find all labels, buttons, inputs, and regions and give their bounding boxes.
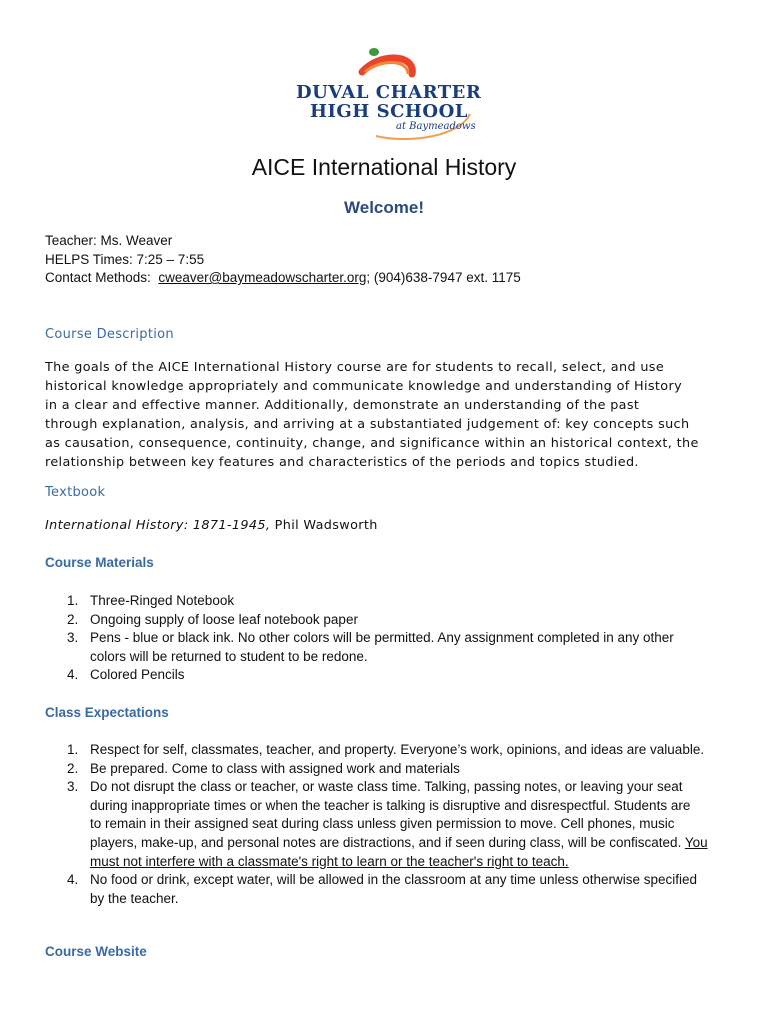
description-line: in a clear and effective manner. Additionally, demonstrate an understanding of the past — [45, 398, 640, 413]
description-line: The goals of the AICE International History course are for students to recall, select, and use — [45, 360, 665, 375]
contact-label: Contact Methods: — [45, 270, 151, 285]
course-website-heading: Course Website — [45, 944, 147, 959]
description-line: relationship between key features and characteristics of the periods and topics studied. — [45, 455, 639, 470]
textbook-title: International History: 1871-1945, — [45, 518, 271, 533]
page-title: AICE International History — [251, 154, 517, 180]
logo-line-2: HIGH SCHOOL — [310, 101, 468, 122]
logo-line-1: DUVAL CHARTER — [296, 82, 482, 103]
list-item: 4. Colored Pencils — [67, 667, 185, 683]
course-description-heading: Course Description — [45, 327, 174, 342]
welcome-heading: Welcome! — [344, 198, 424, 217]
course-materials-list — [45, 592, 745, 685]
underlined-rule: must not interfere with a classmate's right to learn or the teacher's right to teach. — [90, 853, 569, 869]
teacher-info — [45, 232, 521, 288]
class-expectations-heading: Class Expectations — [45, 705, 169, 720]
course-description-text — [45, 358, 735, 472]
list-item: 1. Respect for self, classmates, teacher, and property. Everyone’s work, opinions, and ideas are valuable. — [67, 742, 705, 757]
textbook-heading: Textbook — [45, 485, 106, 500]
description-line: as causation, consequence, continuity, change, and significance within an historical context, the — [45, 436, 699, 451]
helps-times-line: HELPS Times: 7:25 – 7:55 — [45, 251, 205, 267]
list-item: 2. Be prepared. Come to class with assigned work and materials — [67, 760, 460, 776]
email-link[interactable]: cweaver@baymeadowscharter.org — [158, 270, 367, 285]
teacher-line: Teacher: Ms. Weaver — [45, 233, 173, 248]
list-item: 4. No food or drink, except water, will be allowed in the classroom at any time unless otherwise specified by the teacher. — [67, 872, 698, 906]
underlined-rule: You — [684, 834, 708, 850]
list-item: 2. Ongoing supply of loose leaf notebook paper — [67, 611, 358, 627]
description-line: through explanation, analysis, and arriving at a substantiated judgement of: key concepts such — [45, 417, 690, 432]
class-expectations-list — [45, 741, 765, 908]
list-item: 1. Three-Ringed Notebook — [67, 593, 235, 608]
logo-line-3: at Baymeadows — [396, 121, 476, 132]
school-logo — [290, 44, 480, 140]
contact-line — [45, 269, 521, 288]
description-line: historical knowledge appropriately and communicate knowledge and understanding of History — [45, 379, 682, 394]
textbook-author: Phil Wadsworth — [270, 518, 378, 533]
course-materials-heading: Course Materials — [45, 555, 154, 570]
list-item: 3. Pens - blue or black ink. No other colors will be permitted. Any assignment completed in any other colors will be returned to student to be redone. — [67, 630, 674, 664]
phone-text: ; (904)638-7947 ext. 1175 — [366, 270, 521, 285]
textbook-citation — [45, 516, 378, 535]
list-item: 3. Do not disrupt the class or teacher, or waste class time. Talking, passing notes, or leaving your seat during inappropriate times or when the teacher is talking is disruptive and disrespectful. Students are to remain in their assigned seat during class unless given permission to move. Cell phones, music players, make-up, and personal notes are distractions, and if seen during class, will be confiscated. You must not interfere with a classmate's right to learn or the teacher's right to teach. — [67, 779, 708, 869]
